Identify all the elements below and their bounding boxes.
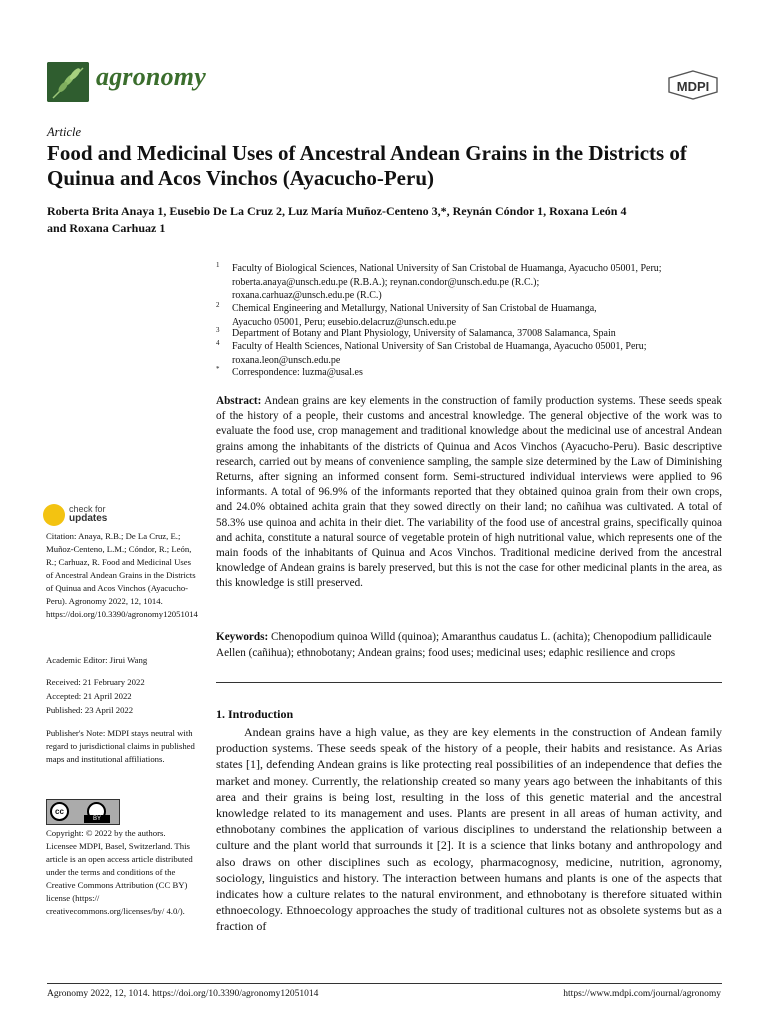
page-title: Food and Medicinal Uses of Ancestral Andean Grains in the Districts of Quinua and Acos Vinchos (Ayacucho-Peru) — [47, 141, 687, 190]
cc-icon: cc — [50, 802, 69, 821]
received-date: Received: 21 February 2022 — [46, 677, 145, 687]
wheat-icon — [47, 62, 89, 102]
journal-name: agronomy — [96, 62, 206, 91]
section-divider — [216, 682, 722, 683]
academic-editor: Academic Editor: Jirui Wang — [46, 655, 148, 665]
check-updates-icon — [43, 504, 65, 526]
license-by-label: BY — [84, 815, 110, 823]
publisher-name: MDPI — [676, 79, 710, 94]
footer-link[interactable]: https://www.mdpi.com/journal/agronomy — [563, 989, 721, 999]
intro-text: Andean grains have a high value, as they are key elements in the construction of Andean family production systems. These seeds speak of the history of a people, their habits and resistance. As Arias states [1], defending Andean grains is like protecting real possibilities of an independence that defies the market and money. Currently, the relationship created so many years ago between the inhabitants of this area and their grains is being lost, resulting in the loss of this genetic material and the ancestral knowledge related to its management and uses. Plants are present in all areas of human activity, and ethnobotany combines the application of various disciplines to understand the relationship between a culture and the plant world that surrounds it [2]. It is a science that links botany and anthropology and also draws on other disciplines such as ecology, pharmacognosy, medicine, nutrition, agronomy, sociology, linguistics and history. The interaction between humans and plants is one of the aspects that indicates how a culture relates to the natural environment, and ethnobotany is therefore situated within ethnoecology. Ethnoecology approaches the study of traditional cultures not as obsolete systems but as a fraction of — [216, 725, 722, 934]
copyright: Copyright: © 2022 by the authors. Licensee MDPI, Basel, Switzerland. This article is an open access article distributed under the terms and conditions of the Creative Commons Attribution (CC BY) license (https:// creativecommons.org/licenses/by/ 4.0/). — [46, 828, 193, 916]
authors-line-1: Roberta Brita Anaya 1, Eusebio De La Cruz 2, Luz María Muñoz-Centeno 3,*, Reynán Cóndor 1, Roxana León 4 — [47, 204, 627, 218]
keywords-text: Chenopodium quinoa Willd (quinoa); Amaranthus caudatus L. (achita); Chenopodium pallidicaule Aellen (cañihua); ethnobotany; Andean grains; food uses; medicinal uses; edaphic resilience and crops — [216, 631, 712, 659]
publisher-note: Publisher's Note: MDPI stays neutral with regard to jurisdictional claims in published maps and institutional affiliations. — [46, 728, 195, 764]
abstract-label: Abstract: — [216, 395, 262, 407]
article-type: Article — [47, 125, 82, 139]
abstract — [216, 394, 722, 592]
publisher-logo — [667, 70, 719, 100]
accepted-date: Accepted: 21 April 2022 — [46, 691, 132, 701]
authors-line-2: and Roxana Carhuaz 1 — [47, 221, 166, 235]
keywords-label: Keywords: — [216, 631, 269, 643]
journal-logo — [47, 62, 89, 102]
section-heading: 1. Introduction — [216, 707, 294, 721]
updates-label: updates — [69, 513, 108, 524]
footer-citation: Agronomy 2022, 12, 1014. https://doi.org/10.3390/agronomy12051014 — [47, 989, 319, 999]
check-for-updates-button[interactable] — [43, 503, 163, 527]
cc-license-badge[interactable] — [46, 799, 120, 825]
published-date: Published: 23 April 2022 — [46, 705, 134, 715]
author-list — [47, 203, 727, 237]
check-label: check for — [69, 504, 106, 514]
abstract-text: Andean grains are key elements in the construction of family production systems. These seeds speak of the history of a people, their customs and ancestral knowledge. The general objective of the work was to evaluate the food use, crop management and traditional knowledge about the medicinal use of ancestral Andean grains among the inhabitants of the districts of Quinua and Acos Vinchos (Ayacucho-Peru). Basic descriptive research, carried out by means of convenience sampling, the sample size determined by the Law of Diminishing Returns, after signing an informed consent form. Semi-structured individual interviews were applied to 96 informants. A total of 96.9% of the informants reported that they obtained quinoa grain from their own crops, and 24.0% obtained achita grain that they sowed directly on their land; no cañihua was cultivated. A total of 58.3% use quinoa and achita in their diet. The variability of the food use of ancestral grains, specifically quinoa and achita, constitute a natural source of vegetable protein of high nutritional value, which represents one of the main foods of the inhabitants of Quinua and Acos Vinchos. Traditional medicine derived from the ancestral knowledge of Andean grains is barely preserved, but this is not the case for other medicinal plants in the area, as this knowledge is still preserved. — [216, 395, 722, 590]
citation: Citation: Anaya, R.B.; De La Cruz, E.; Muñoz-Centeno, L.M.; Cóndor, R.; León, R.; Carhuaz, R. Food and Medicinal Uses of Ancestral Andean Grains in the Districts of Quinua and Acos Vinchos (Ayacucho-Peru). Agronomy 2022, 12, 1014. https://doi.org/10.3390/agronomy12051014 — [46, 531, 198, 619]
footer-divider — [47, 983, 722, 984]
keywords — [216, 630, 722, 662]
